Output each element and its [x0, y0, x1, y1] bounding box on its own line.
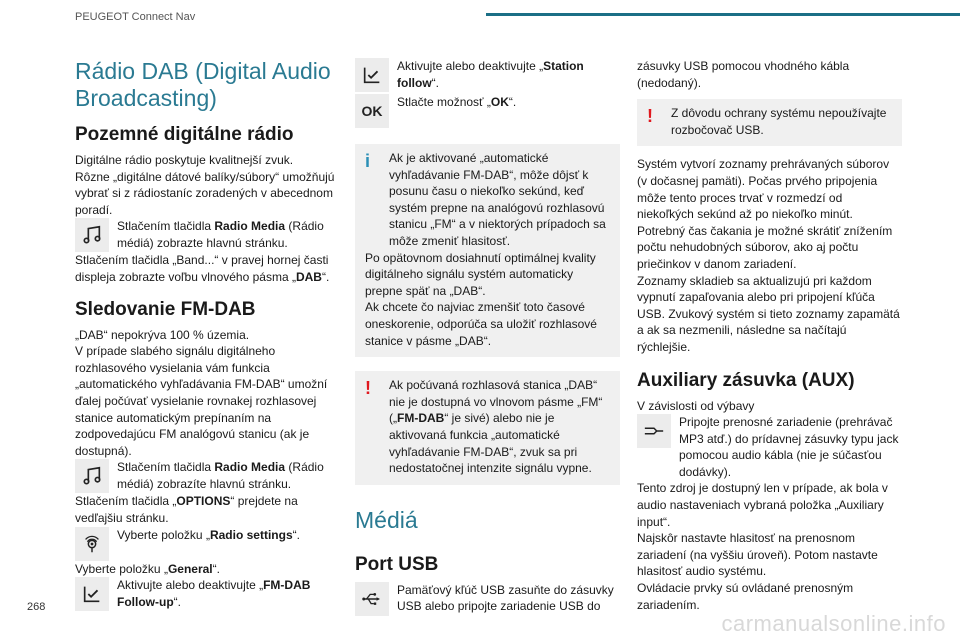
instruction-radio-media — [75, 459, 347, 493]
usb-icon — [355, 582, 389, 616]
subheading-aux: Auxiliary zásuvka (AUX) — [637, 369, 855, 391]
radio-settings-icon — [75, 527, 109, 561]
warning-icon: ! — [647, 106, 653, 127]
instruction-text: Stlačením tlačidla Radio Media (Rádio médiá) zobrazíte hlavnú stránku. — [117, 460, 324, 491]
instruction-text: Vyberte položku „Radio settings“. — [117, 527, 300, 542]
instruction-ok — [355, 94, 620, 128]
paragraph: „DAB“ nepokrýva 100 % územia. — [75, 327, 250, 342]
note-text: Ak počúvaná rozhlasová stanica „DAB“ nie je dostupná vo vlnovom pásme „FM“ („FM-DAB“ je sivé) alebo nie je aktivovaná funkcia „automatické vyhľadávanie FM-DAB“, zvuk sa pri nedostatočnej intenzite signálu vypne. — [389, 378, 603, 476]
subheading-digital-radio: Pozemné digitálne rádio — [75, 124, 294, 145]
paragraph: Najskôr nastavte hlasitosť na prenosnom zariadení (na vyššiu úroveň). Potom nastavte hlasitosť audio systému. — [637, 531, 878, 579]
column-middle — [355, 58, 620, 616]
instruction-text: Pamäťový kľúč USB zasuňte do zásuvky USB alebo pripojte zariadenie USB do — [397, 582, 614, 614]
subheading-usb-port: Port USB — [355, 553, 439, 575]
instruction-fm-dab-followup — [75, 577, 347, 611]
watermark: carmanualsonline.info — [721, 611, 946, 636]
paragraph: Stlačením tlačidla „OPTIONS“ prejdete na vedľajšiu stránku. — [75, 494, 298, 525]
paragraph: Stlačením tlačidla „Band...“ v pravej hornej časti displeja zobrazte voľbu vlnového pásma „DAB“. — [75, 253, 330, 284]
instruction-usb — [355, 582, 620, 616]
paragraph: zásuvky USB pomocou vhodného kábla (nedodaný). — [637, 59, 850, 90]
column-right — [637, 58, 902, 613]
instruction-text: Aktivujte alebo deaktivujte „Station follow“. — [397, 59, 584, 90]
note-text: Ak je aktivované „automatické vyhľadávanie FM-DAB“, môže dôjsť k posunu času o niekoľko sekúnd, keď systém prepne na analógovú rozhlasovú stanicu „FM“ a v niektorých prípadoch sa môže zmeniť hlasitosť. — [389, 151, 606, 248]
instruction-text: Stlačte možnosť „OK“. — [397, 95, 517, 109]
paragraph: Ovládacie prvky sú ovládané prenosným zariadením. — [637, 581, 854, 612]
instruction-text: Pripojte prenosné zariadenie (prehrávač MP3 atď.) do prídavnej zásuvky typu jack pomocou audio kábla (nie je súčasťou dodávky). — [679, 415, 899, 479]
paragraph: Rôzne „digitálne dátové balíky/súbory“ umožňujú vybrať si z rádiostaníc zoradených v abecednom poradí. — [75, 169, 335, 217]
section-title-dab: Rádio DAB (Digital Audio Broadcasting) — [75, 58, 331, 111]
instruction-text: Aktivujte alebo deaktivujte „FM-DAB Follow-up“. — [117, 578, 311, 609]
jack-cable-icon — [637, 414, 671, 448]
music-note-icon — [75, 218, 109, 252]
header-accent-bar — [486, 13, 960, 16]
paragraph: Digitálne rádio poskytuje kvalitnejší zvuk. — [75, 153, 294, 167]
subheading-fm-dab: Sledovanie FM-DAB — [75, 298, 256, 320]
paragraph: Vyberte položku „General“. — [75, 561, 220, 576]
paragraph: V prípade slabého signálu digitálneho rozhlasového vysielania vám funkcia „automatického vyhľadávania FM-DAB“ umožní ďalej počúvať vysielanie rovnakej rozhlasovej stanice automatickým prepínaním na zodpovedajúcu FM analógovú stanicu (ak je dostupná). — [75, 344, 328, 458]
header-title: PEUGEOT Connect Nav — [75, 11, 196, 23]
paragraph: Tento zdroj je dostupný len v prípade, ak bola v audio nastaveniach vybraná položka „Auxiliary input“. — [637, 481, 888, 529]
column-left — [75, 58, 347, 611]
checkbox-icon — [355, 58, 389, 92]
checkbox-icon — [75, 577, 109, 611]
warning-note — [355, 371, 620, 485]
instruction-radio-settings — [75, 527, 347, 561]
paragraph: Zoznamy skladieb sa aktualizujú pri každom vypnutí zapaľovania alebo pri pripojení kľúča USB. Zvukový systém si tieto zoznamy zapamätá a ak sa nezmenili, následne sa načítajú rýchlejšie. — [637, 273, 900, 354]
warning-note — [637, 99, 902, 146]
warning-icon: ! — [365, 378, 371, 399]
section-title-media: Médiá — [355, 506, 418, 533]
info-icon: i — [365, 151, 371, 171]
note-text: Ak chcete čo najviac zmenšiť toto časové oneskorenie, odporúča sa uložiť rozhlasové stanice v pásme „DAB“. — [365, 300, 597, 348]
page-number: 268 — [27, 601, 46, 613]
instruction-station-follow — [355, 58, 620, 92]
instruction-radio-media — [75, 218, 347, 252]
music-note-icon — [75, 459, 109, 493]
instruction-text: Stlačením tlačidla Radio Media (Rádio médiá) zobrazte hlavnú stránku. — [117, 219, 324, 250]
note-text: Po opätovnom dosiahnutí optimálnej kvality digitálneho signálu systém automaticky prepne späť na „DAB“. — [365, 250, 596, 298]
ok-button-icon: OK — [355, 94, 389, 128]
note-text: Z dôvodu ochrany systému nepoužívajte rozbočovač USB. — [671, 106, 887, 137]
paragraph: Potrebný čas čakania je možné skrátiť znížením počtu nehudobných súborov, ako aj počtu priečinkov v danom zariadení. — [637, 223, 893, 271]
info-note — [355, 144, 620, 357]
paragraph: Systém vytvorí zoznamy prehrávaných súborov (v dočasnej pamäti). Počas prvého pripojenia môže tento proces trvať v rozmedzí od niekoľkých sekúnd až po niekoľko minút. — [637, 157, 890, 222]
paragraph: V závislosti od výbavy — [637, 398, 755, 413]
instruction-aux — [637, 414, 902, 480]
